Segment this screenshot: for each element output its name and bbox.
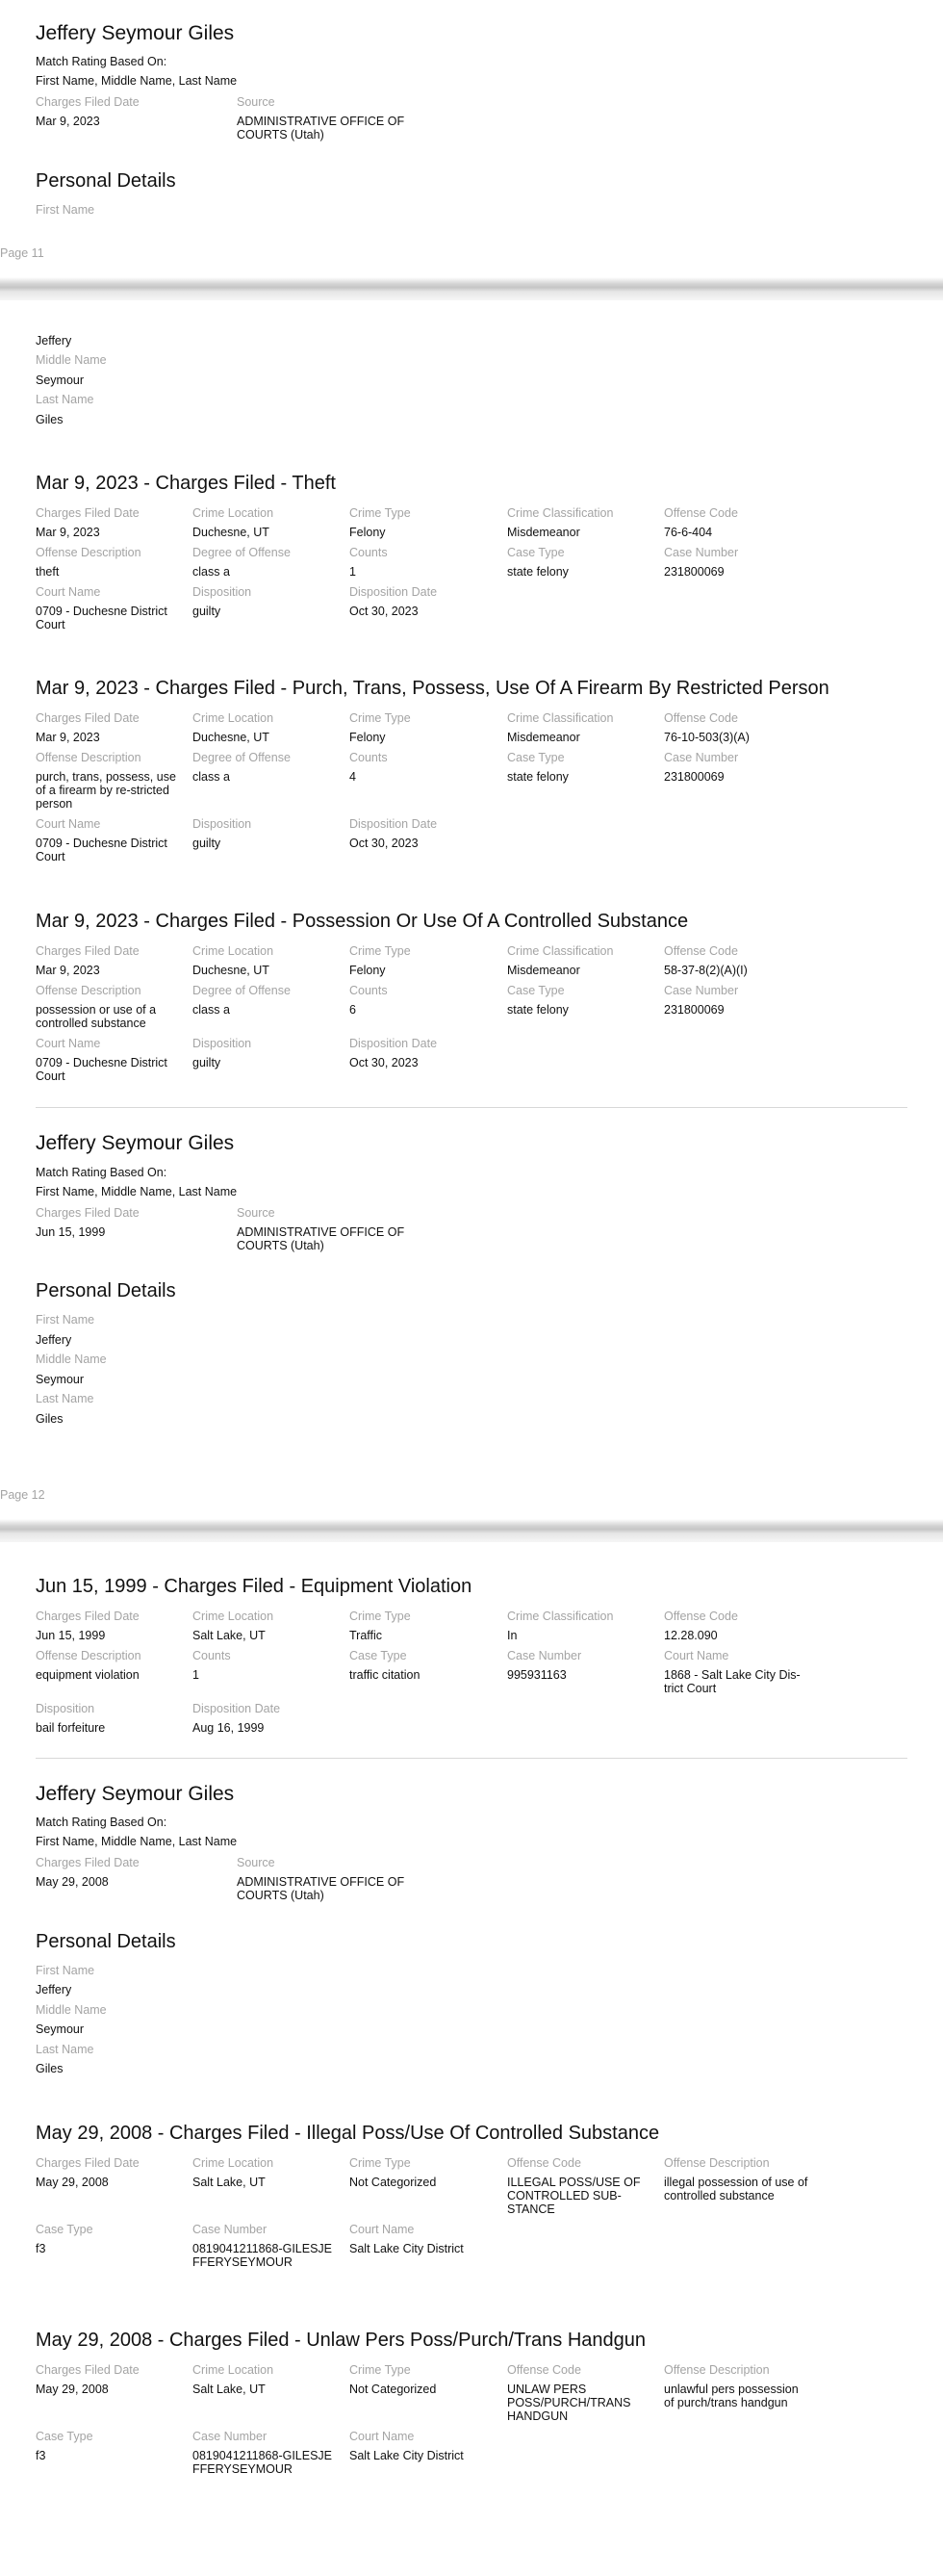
label-court-name: Court Name (36, 585, 101, 599)
value-charges-filed-date: Jun 15, 1999 (36, 1629, 106, 1642)
value-disposition: guilty (192, 1056, 221, 1069)
value-offense-code: ILLEGAL POSS/USE OF CONTROLLED SUB-STANCE (507, 2176, 641, 2216)
label-crime-location: Crime Location (192, 506, 274, 520)
label-court-name: Court Name (349, 2223, 415, 2236)
field-value: Seymour (36, 2022, 85, 2036)
field-label: First Name (36, 1964, 95, 1977)
label-case-number: Case Number (192, 2223, 268, 2236)
label-offense-code: Offense Code (664, 944, 738, 958)
label-disposition-date: Disposition Date (349, 585, 438, 599)
label-charges-filed-date: Charges Filed Date (36, 2363, 140, 2377)
label-disposition: Disposition (192, 1037, 252, 1050)
label-counts: Counts (349, 546, 388, 559)
field-value: Jeffery (36, 334, 72, 348)
value-offense-description: illegal possession of use of controlled substance (664, 2176, 808, 2202)
field-value: Jeffery (36, 1333, 72, 1347)
page-break (0, 277, 943, 300)
charge-title: Mar 9, 2023 - Charges Filed - Purch, Trans, Possess, Use Of A Firearm By Restricted Person (36, 678, 829, 699)
match-rating-label: Match Rating Based On: (36, 55, 167, 68)
value-case-type: f3 (36, 2449, 46, 2462)
label-case-type: Case Type (36, 2430, 93, 2443)
value-counts: 1 (192, 1668, 199, 1682)
label-court-name: Court Name (664, 1649, 729, 1662)
label-crime-type: Crime Type (349, 2156, 411, 2170)
value-case-type: state felony (507, 770, 569, 784)
label-degree-of-offense: Degree of Offense (192, 751, 291, 764)
field-label: Source (237, 1206, 275, 1220)
label-offense-description: Offense Description (36, 984, 141, 997)
field-label: Charges Filed Date (36, 95, 140, 109)
value-crime-location: Duchesne, UT (192, 731, 269, 744)
value-crime-type: Felony (349, 731, 386, 744)
record-name: Jeffery Seymour Giles (36, 22, 235, 44)
field-value: May 29, 2008 (36, 1875, 109, 1889)
label-offense-code: Offense Code (664, 711, 738, 725)
label-case-number: Case Number (192, 2430, 268, 2443)
label-crime-location: Crime Location (192, 1610, 274, 1623)
page-number: Page 12 (0, 1488, 45, 1502)
value-case-number: 0819041211868-GILESJE FFERYSEYMOUR (192, 2242, 333, 2269)
value-counts: 1 (349, 565, 356, 579)
label-crime-classification: Crime Classification (507, 1610, 614, 1623)
charge-title: May 29, 2008 - Charges Filed - Illegal Poss/Use Of Controlled Substance (36, 2123, 660, 2144)
value-crime-type: Traffic (349, 1629, 383, 1642)
label-offense-description: Offense Description (36, 751, 141, 764)
label-offense-description: Offense Description (664, 2363, 770, 2377)
match-rating-value: First Name, Middle Name, Last Name (36, 1835, 238, 1848)
value-court-name: Salt Lake City District (349, 2242, 464, 2255)
field-value: ADMINISTRATIVE OFFICE OF COURTS (Utah) (237, 1875, 405, 1902)
match-rating-value: First Name, Middle Name, Last Name (36, 1185, 238, 1198)
value-court-name: 0709 - Duchesne District Court (36, 1056, 167, 1083)
value-case-type: state felony (507, 1003, 569, 1017)
label-charges-filed-date: Charges Filed Date (36, 944, 140, 958)
label-offense-code: Offense Code (507, 2156, 581, 2170)
label-crime-classification: Crime Classification (507, 944, 614, 958)
label-court-name: Court Name (36, 817, 101, 831)
field-label: First Name (36, 1313, 95, 1327)
charge-title: Mar 9, 2023 - Charges Filed - Theft (36, 473, 336, 494)
field-value: Seymour (36, 374, 85, 387)
field-label: Middle Name (36, 2003, 107, 2017)
value-case-number: 231800069 (664, 1003, 725, 1017)
label-case-type: Case Type (507, 984, 565, 997)
value-crime-type: Not Categorized (349, 2176, 437, 2189)
value-offense-description: unlawful pers possession of purch/trans handgun (664, 2383, 799, 2409)
value-degree-of-offense: class a (192, 770, 230, 784)
label-case-type: Case Type (349, 1649, 407, 1662)
label-case-number: Case Number (664, 751, 739, 764)
label-crime-location: Crime Location (192, 944, 274, 958)
label-charges-filed-date: Charges Filed Date (36, 2156, 140, 2170)
field-value: Jeffery (36, 1983, 72, 1996)
label-counts: Counts (349, 984, 388, 997)
label-case-type: Case Type (36, 2223, 93, 2236)
value-charges-filed-date: May 29, 2008 (36, 2176, 109, 2189)
value-offense-code: 76-10-503(3)(A) (664, 731, 750, 744)
value-disposition: bail forfeiture (36, 1721, 106, 1735)
label-disposition: Disposition (192, 817, 252, 831)
label-degree-of-offense: Degree of Offense (192, 984, 291, 997)
value-court-name: Salt Lake City District (349, 2449, 464, 2462)
value-disposition-date: Aug 16, 1999 (192, 1721, 265, 1735)
match-rating-label: Match Rating Based On: (36, 1166, 167, 1179)
field-value: Giles (36, 413, 64, 426)
field-value: Mar 9, 2023 (36, 115, 100, 128)
label-crime-type: Crime Type (349, 506, 411, 520)
label-crime-location: Crime Location (192, 2363, 274, 2377)
label-crime-classification: Crime Classification (507, 506, 614, 520)
value-crime-location: Duchesne, UT (192, 964, 269, 977)
field-label: Last Name (36, 1392, 94, 1405)
value-degree-of-offense: class a (192, 565, 230, 579)
match-rating-value: First Name, Middle Name, Last Name (36, 74, 238, 88)
label-crime-location: Crime Location (192, 2156, 274, 2170)
value-charges-filed-date: Mar 9, 2023 (36, 526, 100, 539)
value-disposition: guilty (192, 605, 221, 618)
value-crime-type: Felony (349, 526, 386, 539)
value-disposition-date: Oct 30, 2023 (349, 605, 419, 618)
value-crime-location: Salt Lake, UT (192, 1629, 266, 1642)
value-degree-of-offense: class a (192, 1003, 230, 1017)
field-value: Giles (36, 2062, 64, 2075)
value-counts: 6 (349, 1003, 356, 1017)
label-offense-code: Offense Code (664, 1610, 738, 1623)
label-disposition: Disposition (192, 585, 252, 599)
value-crime-classification: Misdemeanor (507, 964, 580, 977)
label-crime-type: Crime Type (349, 2363, 411, 2377)
label-crime-location: Crime Location (192, 711, 274, 725)
field-label: Source (237, 1856, 275, 1869)
label-case-type: Case Type (507, 546, 565, 559)
label-court-name: Court Name (349, 2430, 415, 2443)
label-offense-code: Offense Code (664, 506, 738, 520)
label-counts: Counts (349, 751, 388, 764)
value-offense-description: purch, trans, possess, use of a firearm by re-stricted person (36, 770, 176, 811)
field-label: Middle Name (36, 353, 107, 367)
field-label: First Name (36, 203, 95, 217)
record-name: Jeffery Seymour Giles (36, 1783, 235, 1805)
record-name: Jeffery Seymour Giles (36, 1132, 235, 1154)
label-case-number: Case Number (664, 984, 739, 997)
section-title: Personal Details (36, 1280, 176, 1301)
match-rating-label: Match Rating Based On: (36, 1816, 167, 1829)
value-offense-description: theft (36, 565, 60, 579)
value-court-name: 0709 - Duchesne District Court (36, 605, 167, 631)
value-counts: 4 (349, 770, 356, 784)
section-title: Personal Details (36, 1931, 176, 1952)
field-value: Jun 15, 1999 (36, 1225, 106, 1239)
value-case-number: 995931163 (507, 1668, 567, 1682)
field-label: Charges Filed Date (36, 1206, 140, 1220)
value-case-number: 231800069 (664, 565, 725, 579)
value-disposition-date: Oct 30, 2023 (349, 1056, 419, 1069)
divider (36, 1758, 907, 1759)
value-charges-filed-date: Mar 9, 2023 (36, 731, 100, 744)
label-counts: Counts (192, 1649, 231, 1662)
label-crime-type: Crime Type (349, 944, 411, 958)
value-crime-classification: Misdemeanor (507, 526, 580, 539)
value-charges-filed-date: May 29, 2008 (36, 2383, 109, 2396)
label-offense-code: Offense Code (507, 2363, 581, 2377)
value-disposition: guilty (192, 837, 221, 850)
label-charges-filed-date: Charges Filed Date (36, 711, 140, 725)
value-case-type: f3 (36, 2242, 46, 2255)
value-crime-location: Salt Lake, UT (192, 2176, 266, 2189)
value-disposition-date: Oct 30, 2023 (349, 837, 419, 850)
field-label: Last Name (36, 393, 94, 406)
value-crime-location: Duchesne, UT (192, 526, 269, 539)
value-court-name: 0709 - Duchesne District Court (36, 837, 167, 863)
label-crime-type: Crime Type (349, 711, 411, 725)
label-case-number: Case Number (507, 1649, 582, 1662)
value-crime-type: Felony (349, 964, 386, 977)
value-crime-location: Salt Lake, UT (192, 2383, 266, 2396)
label-case-number: Case Number (664, 546, 739, 559)
label-case-type: Case Type (507, 751, 565, 764)
label-disposition-date: Disposition Date (192, 1702, 281, 1715)
field-value: Seymour (36, 1373, 85, 1386)
charge-title: Jun 15, 1999 - Charges Filed - Equipment Violation (36, 1576, 472, 1597)
value-offense-description: equipment violation (36, 1668, 140, 1682)
value-court-name: 1868 - Salt Lake City Dis-trict Court (664, 1668, 801, 1695)
value-crime-classification: In (507, 1629, 518, 1642)
value-case-type: state felony (507, 565, 569, 579)
field-label: Charges Filed Date (36, 1856, 140, 1869)
label-charges-filed-date: Charges Filed Date (36, 506, 140, 520)
label-court-name: Court Name (36, 1037, 101, 1050)
label-disposition-date: Disposition Date (349, 1037, 438, 1050)
label-offense-description: Offense Description (664, 2156, 770, 2170)
label-disposition-date: Disposition Date (349, 817, 438, 831)
page-break (0, 1519, 943, 1542)
value-offense-code: 12.28.090 (664, 1629, 718, 1642)
field-value: ADMINISTRATIVE OFFICE OF COURTS (Utah) (237, 115, 405, 142)
label-degree-of-offense: Degree of Offense (192, 546, 291, 559)
field-label: Source (237, 95, 275, 109)
charge-title: May 29, 2008 - Charges Filed - Unlaw Pers Poss/Purch/Trans Handgun (36, 2330, 646, 2351)
field-value: ADMINISTRATIVE OFFICE OF COURTS (Utah) (237, 1225, 405, 1252)
value-crime-type: Not Categorized (349, 2383, 437, 2396)
divider (36, 1107, 907, 1108)
page-number: Page 11 (0, 246, 44, 260)
label-charges-filed-date: Charges Filed Date (36, 1610, 140, 1623)
label-disposition: Disposition (36, 1702, 95, 1715)
value-charges-filed-date: Mar 9, 2023 (36, 964, 100, 977)
field-label: Last Name (36, 2043, 94, 2056)
value-offense-code: UNLAW PERS POSS/PURCH/TRANS HANDGUN (507, 2383, 631, 2423)
label-crime-classification: Crime Classification (507, 711, 614, 725)
charge-title: Mar 9, 2023 - Charges Filed - Possession Or Use Of A Controlled Substance (36, 911, 689, 932)
value-offense-description: possession or use of a controlled substance (36, 1003, 157, 1030)
value-crime-classification: Misdemeanor (507, 731, 580, 744)
label-offense-description: Offense Description (36, 546, 141, 559)
section-title: Personal Details (36, 170, 176, 192)
value-offense-code: 58-37-8(2)(A)(I) (664, 964, 748, 977)
field-label: Middle Name (36, 1352, 107, 1366)
value-case-type: traffic citation (349, 1668, 421, 1682)
value-case-number: 0819041211868-GILESJE FFERYSEYMOUR (192, 2449, 333, 2476)
label-offense-description: Offense Description (36, 1649, 141, 1662)
label-crime-type: Crime Type (349, 1610, 411, 1623)
field-value: Giles (36, 1412, 64, 1426)
value-case-number: 231800069 (664, 770, 725, 784)
value-offense-code: 76-6-404 (664, 526, 713, 539)
